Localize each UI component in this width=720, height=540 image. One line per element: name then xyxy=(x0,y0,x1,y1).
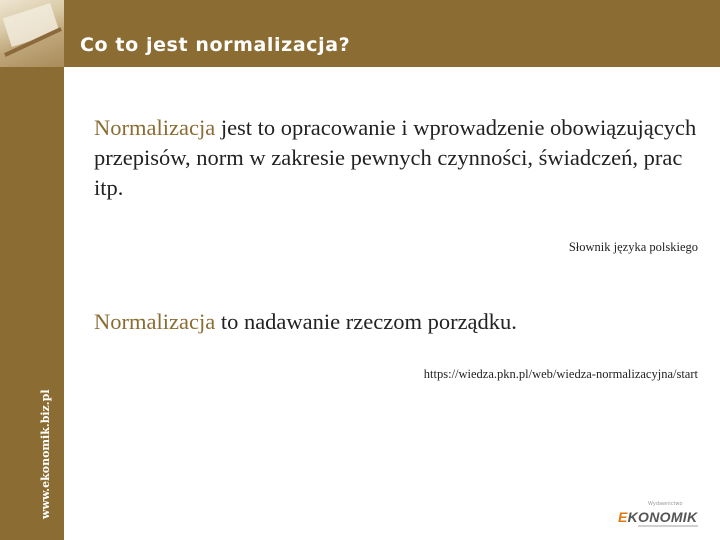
definition-paragraph-2 xyxy=(94,307,517,337)
source-citation-2: https://wiedza.pkn.pl/web/wiedza-normalizacyjna/start xyxy=(423,367,698,381)
header-photo xyxy=(0,0,64,67)
definition-text-1: jest to opracowanie i wprowadzenie obowiązujących przepisów, norm w zakresie pewnych czynności, świadczeń, prac itp. xyxy=(94,115,697,200)
definition-keyword-1: Normalizacja xyxy=(94,115,216,140)
side-bar xyxy=(0,67,64,540)
definition-paragraph-1 xyxy=(94,113,704,203)
logo-brand xyxy=(618,509,697,525)
definition-text-2: to nadawanie rzeczom porządku. xyxy=(215,309,517,334)
logo-underline xyxy=(638,525,698,527)
slide-title: Co to jest normalizacja? xyxy=(80,34,351,56)
logo-brand-rest: KONOMIK xyxy=(627,509,698,525)
definition-keyword-2: Normalizacja xyxy=(94,309,216,334)
ekonomik-logo xyxy=(618,501,704,531)
source-citation-1: Słownik języka polskiego xyxy=(568,240,698,254)
logo-top-text: Wydawnictwo xyxy=(648,501,683,507)
header-bar xyxy=(0,0,720,67)
sidebar-url: www.ekonomik.biz.pl xyxy=(39,389,52,519)
logo-brand-e: E xyxy=(618,509,628,525)
